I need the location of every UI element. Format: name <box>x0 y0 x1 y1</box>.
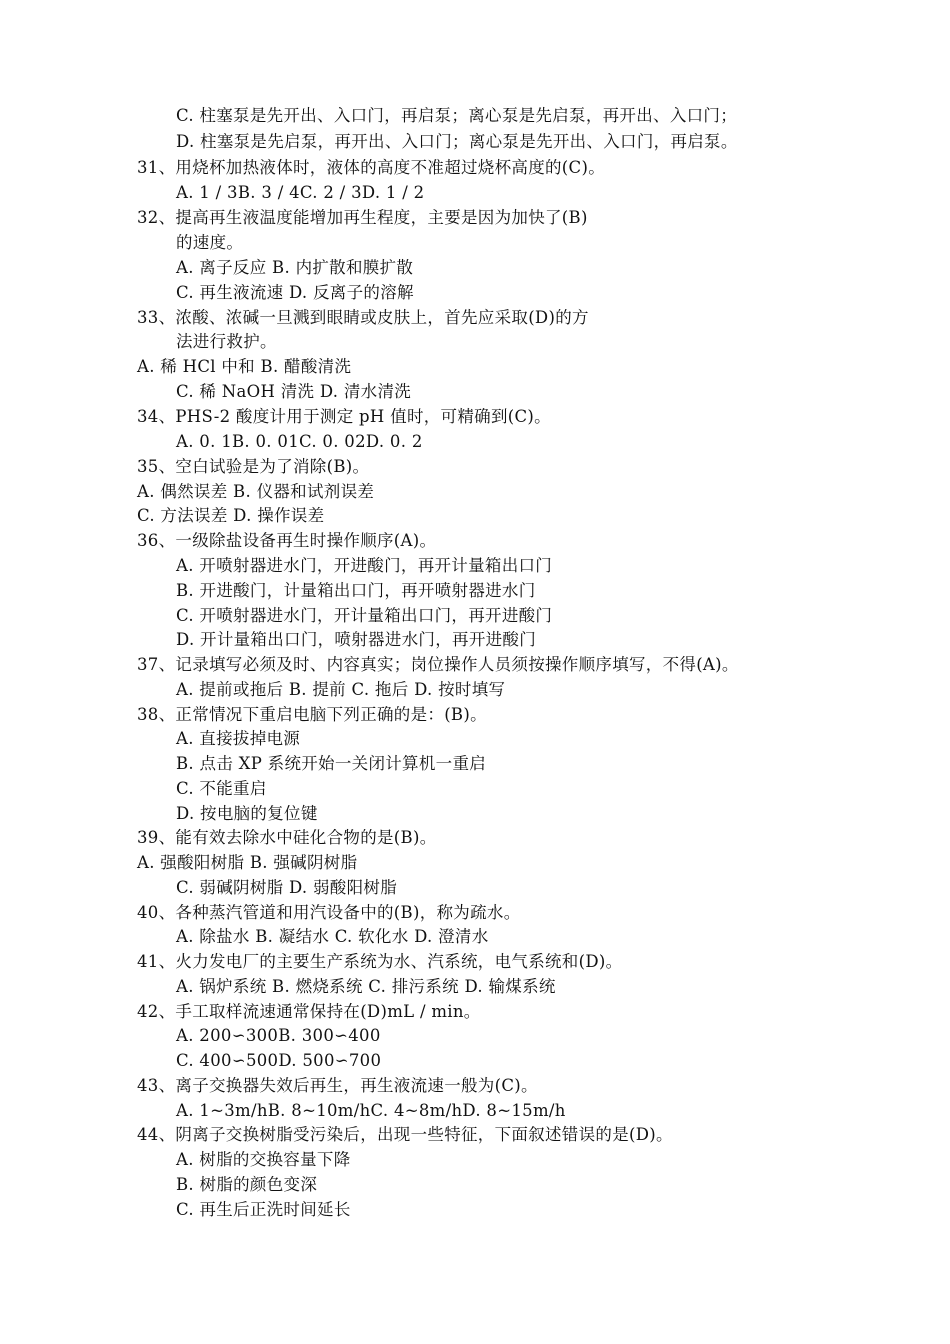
question-32: 32、提高再生液温度能增加再生程度，主要是因为加快了(B) <box>137 208 588 227</box>
text-line: A. 离子反应 B. 内扩散和膜扩散 <box>176 258 414 277</box>
text-line: D. 开计量箱出口门，喷射器进水门，再开进酸门 <box>176 630 537 649</box>
text-line: 的速度。 <box>176 233 244 252</box>
question-42: 42、手工取样流速通常保持在(D)mL / min。 <box>137 1002 481 1021</box>
text-line: B. 点击 XP 系统开始一关闭计算机一重启 <box>176 754 487 773</box>
text-line: A. 锅炉系统 B. 燃烧系统 C. 排污系统 D. 输煤系统 <box>176 977 556 996</box>
question-44: 44、阴离子交换树脂受污染后，出现一些特征，下面叙述错误的是(D)。 <box>137 1125 673 1144</box>
text-line: 法进行救护。 <box>176 332 277 351</box>
question-41: 41、火力发电厂的主要生产系统为水、汽系统，电气系统和(D)。 <box>137 952 623 971</box>
question-39: 39、能有效去除水中硅化合物的是(B)。 <box>137 828 437 847</box>
text-line: A. 提前或拖后 B. 提前 C. 拖后 D. 按时填写 <box>176 680 506 699</box>
text-line: C. 方法误差 D. 操作误差 <box>137 506 325 525</box>
question-36: 36、一级除盐设备再生时操作顺序(A)。 <box>137 531 437 550</box>
text-line: C. 弱碱阴树脂 D. 弱酸阳树脂 <box>176 878 398 897</box>
text-line: B. 树脂的颜色变深 <box>176 1175 318 1194</box>
question-40: 40、各种蒸汽管道和用汽设备中的(B)，称为疏水。 <box>137 903 521 922</box>
text-line: A. 1~3m/hB. 8~10m/hC. 4~8m/hD. 8~15m/h <box>176 1101 566 1120</box>
text-line: A. 直接拔掉电源 <box>176 729 301 748</box>
text-line: A. 树脂的交换容量下降 <box>176 1150 351 1169</box>
text-line: A. 除盐水 B. 凝结水 C. 软化水 D. 澄清水 <box>176 927 489 946</box>
question-33: 33、浓酸、浓碱一旦溅到眼睛或皮肤上，首先应采取(D)的方 <box>137 308 589 327</box>
text-line: C. 开喷射器进水门，开计量箱出口门，再开进酸门 <box>176 606 553 625</box>
question-35: 35、空白试验是为了消除(B)。 <box>137 457 370 476</box>
text-line: C. 柱塞泵是先开出、入口门，再启泵；离心泵是先启泵，再开出、入口门； <box>176 106 738 125</box>
question-37: 37、记录填写必须及时、内容真实；岗位操作人员须按操作顺序填写，不得(A)。 <box>137 655 739 674</box>
text-line: A. 偶然误差 B. 仪器和试剂误差 <box>137 482 375 501</box>
text-line: A. 1 / 3B. 3 / 4C. 2 / 3D. 1 / 2 <box>176 183 425 202</box>
text-line: B. 开进酸门，计量箱出口门，再开喷射器进水门 <box>176 581 536 600</box>
text-line: C. 再生液流速 D. 反离子的溶解 <box>176 283 414 302</box>
text-line: C. 再生后正洗时间延长 <box>176 1200 351 1219</box>
text-line: A. 0. 1B. 0. 01C. 0. 02D. 0. 2 <box>176 432 423 451</box>
text-line: A. 强酸阳树脂 B. 强碱阴树脂 <box>137 853 358 872</box>
question-38: 38、正常情况下重启电脑下列正确的是：(B)。 <box>137 705 487 724</box>
text-line: C. 400∽500D. 500∽700 <box>176 1051 382 1070</box>
text-line: C. 稀 NaOH 清洗 D. 清水清洗 <box>176 382 412 401</box>
text-line: D. 按电脑的复位键 <box>176 804 318 823</box>
text-line: D. 柱塞泵是先启泵，再开出、入口门；离心泵是先开出、入口门，再启泵。 <box>176 132 738 151</box>
question-43: 43、离子交换器失效后再生，再生液流速一般为(C)。 <box>137 1076 538 1095</box>
question-34: 34、PHS-2 酸度计用于测定 pH 值时，可精确到(C)。 <box>137 407 551 426</box>
text-line: A. 开喷射器进水门，开进酸门，再开计量箱出口门 <box>176 556 553 575</box>
text-line: C. 不能重启 <box>176 779 267 798</box>
text-line: A. 200∽300B. 300∽400 <box>176 1026 381 1045</box>
text-line: A. 稀 HCl 中和 B. 醋酸清洗 <box>137 357 352 376</box>
question-31: 31、用烧杯加热液体时，液体的高度不准超过烧杯高度的(C)。 <box>137 158 605 177</box>
